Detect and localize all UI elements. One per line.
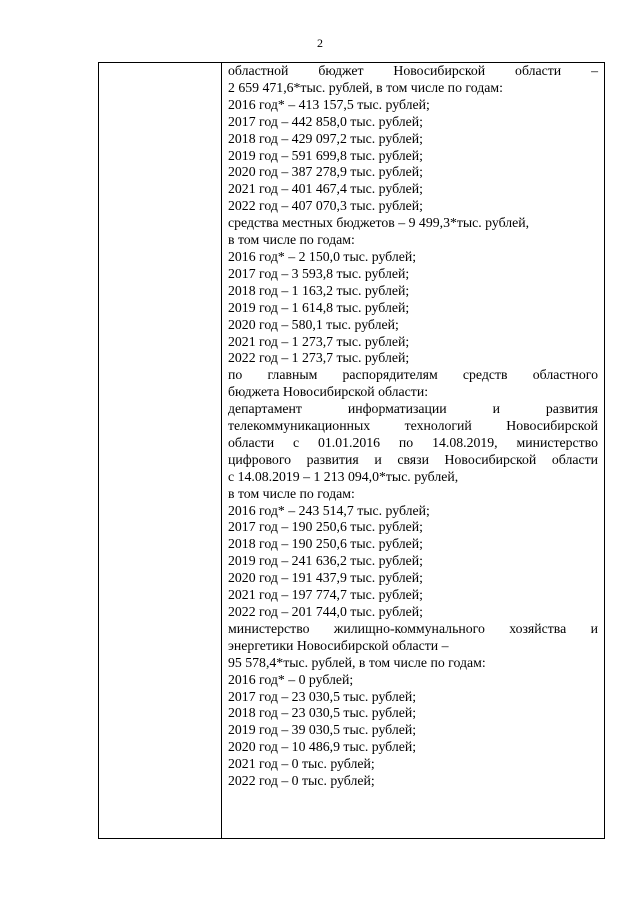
text-line: области с 01.01.2016 по 14.08.2019, министерство [228,434,598,450]
text-line: по главным распорядителям средств областного [228,367,598,383]
text-line: 2017 год – 190 250,6 тыс. рублей; [228,519,423,535]
text-line: областной бюджет Новосибирской области – [228,63,598,78]
text-line: 95 578,4*тыс. рублей, в том числе по годам: [228,654,486,670]
text-line: энергетики Новосибирской области – [228,637,449,653]
text-line: в том числе по годам: [228,485,355,501]
text-line: средства местных бюджетов – 9 499,3*тыс. рублей, [228,215,530,231]
text-line: 2019 год – 39 030,5 тыс. рублей; [228,722,417,738]
text-line: 2016 год* – 0 рублей; [228,671,354,687]
text-line: 2016 год* – 413 157,5 тыс. рублей; [228,96,430,112]
table-content-cell [228,63,598,790]
page-number: 2 [317,36,323,50]
text-line: 2020 год – 10 486,9 тыс. рублей; [228,739,417,755]
text-line: 2022 год – 407 070,3 тыс. рублей; [228,198,423,214]
text-line: 2022 год – 1 273,7 тыс. рублей; [228,350,410,366]
text-line: 2017 год – 23 030,5 тыс. рублей; [228,688,417,704]
text-line: 2022 год – 0 тыс. рублей; [228,773,375,789]
text-line: 2020 год – 191 437,9 тыс. рублей; [228,570,423,586]
text-line: 2018 год – 429 097,2 тыс. рублей; [228,130,423,146]
text-line: 2016 год* – 243 514,7 тыс. рублей; [228,502,430,518]
text-line: 2022 год – 201 744,0 тыс. рублей; [228,604,423,619]
text-line: департамент информатизации и развития [228,401,598,417]
column-divider [221,63,222,838]
text-line: 2018 год – 23 030,5 тыс. рублей; [228,705,417,721]
text-line: 2017 год – 3 593,8 тыс. рублей; [228,265,410,281]
text-line: 2021 год – 0 тыс. рублей; [228,756,375,772]
text-line: цифрового развития и связи Новосибирской области [228,451,598,467]
text-line: 2020 год – 387 278,9 тыс. рублей; [228,164,423,180]
text-line: бюджета Новосибирской области: [228,384,429,400]
text-line: 2019 год – 1 614,8 тыс. рублей; [228,299,410,315]
text-line: 2019 год – 241 636,2 тыс. рублей; [228,553,423,569]
text-line: 2019 год – 591 699,8 тыс. рублей; [228,147,423,163]
text-line: 2021 год – 401 467,4 тыс. рублей; [228,181,423,197]
document-table [98,62,605,839]
text-line: 2016 год* – 2 150,0 тыс. рублей; [228,248,417,264]
text-line: 2021 год – 197 774,7 тыс. рублей; [228,587,423,603]
text-line: 2018 год – 1 163,2 тыс. рублей; [228,282,410,298]
text-line: телекоммуникационных технологий Новосибирской [228,418,598,434]
text-line: 2017 год – 442 858,0 тыс. рублей; [228,113,423,129]
text-line: министерство жилищно-коммунального хозяйства и [228,620,598,636]
text-line: с 14.08.2019 – 1 213 094,0*тыс. рублей, [228,468,459,484]
text-line: 2020 год – 580,1 тыс. рублей; [228,316,399,332]
text-line: в том числе по годам: [228,232,355,248]
text-line: 2021 год – 1 273,7 тыс. рублей; [228,333,410,349]
text-line: 2 659 471,6*тыс. рублей, в том числе по годам: [228,79,503,95]
text-line: 2018 год – 190 250,6 тыс. рублей; [228,536,423,552]
